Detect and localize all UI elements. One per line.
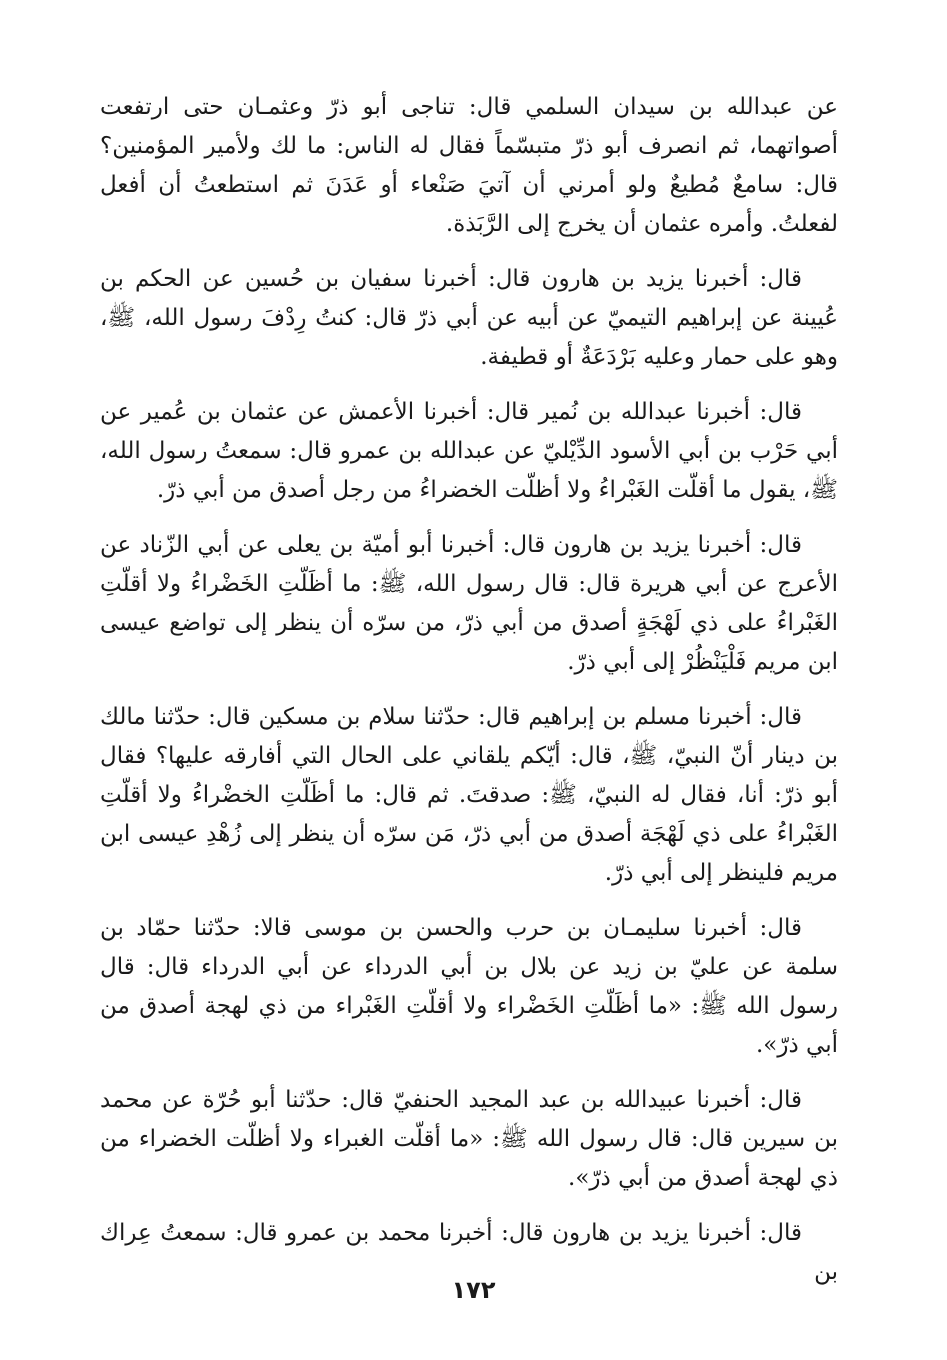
page-number: ١٧٢ (451, 1276, 496, 1304)
body-text (100, 88, 838, 1308)
paragraph-7: قال: أخبرنا عبيدالله بن عبد المجيد الحنفيّ قال: حدّثنا أبو حُرّة عن محمد بن سيرين قال: قال رسول الله ﷺ: «ما أقلّت الغبراء ولا أظلّت الخضراء من ذي لهجة أصدق من أبي ذرّ». (100, 1087, 838, 1191)
paragraph-4: قال: أخبرنا يزيد بن هارون قال: أخبرنا أبو أميّة بن يعلى عن أبي الزّناد عن الأعرج عن أبي هريرة قال: قال رسول الله، ﷺ: ما أظَلّتِ الخَضْراءُ ولا أقلّتِ الغَبْراءُ على ذي لَهْجَةٍ أصدق من أبي ذرّ، من سرّه أن ينظر إلى تواضع عيسى ابن مريم فَلْيَنْظُرْ إلى أبي ذرّ. (100, 532, 838, 675)
paragraph-5: قال: أخبرنا مسلم بن إبراهيم قال: حدّثنا سلام بن مسكين قال: حدّثنا مالك بن دينار أنّ النبيّ، ﷺ، قال: أيّكم يلقاني على الحال التي أفارقه عليها؟ فقال أبو ذرّ: أنا، فقال له النبيّ، ﷺ: صدقتَ. ثم قال: ما أظَلّتِ الخضْراءُ ولا أقلّتِ الغَبْراءُ على ذي لَهْجَة أصدق من أبي ذرّ، مَن سرّه أن ينظر إلى زُهْدِ عيسى ابن مريم فلينظر إلى أبي ذرّ. (100, 704, 838, 886)
paragraph-1: عن عبدالله بن سيدان السلمي قال: تناجى أبو ذرّ وعثمـان حتى ارتفعت أصواتهما، ثم انصرف أبو ذرّ متبسّماً فقال له الناس: ما لك ولأمير المؤمنين؟ قال: سامعٌ مُطيعٌ ولو أمرني أن آتيَ صَنْعاء أو عَدَنَ ثم استطعتُ أن أفعل لفعلتُ. وأمره عثمان أن يخرج إلى الرَّبَذة. (100, 94, 838, 237)
paragraph-8: قال: أخبرنا يزيد بن هارون قال: أخبرنا محمد بن عمرو قال: سمعتُ عِراك بن (100, 1220, 838, 1285)
paragraph-3: قال: أخبرنا عبدالله بن نُمير قال: أخبرنا الأعمش عن عثمان بن عُمير عن أبي حَرْب بن أبي الأسود الدِّيْليّ عن عبدالله بن عمرو قال: سمعتُ رسول الله، ﷺ، يقول ما أقلّت الغَبْراءُ ولا أظلّت الخضراءُ من رجل أصدق من أبي ذرّ. (100, 399, 838, 503)
paragraph-2: قال: أخبرنا يزيد بن هارون قال: أخبرنا سفيان بن حُسين عن الحكم بن عُيينة عن إبراهيم التيميّ عن أبيه عن أبي ذرّ قال: كنتُ رِدْفَ رسول الله، ﷺ، وهو على حمار وعليه بَرْدَعَةٌ أو قطيفة. (100, 266, 838, 370)
paragraph-6: قال: أخبرنا سليمـان بن حرب والحسن بن موسى قالا: حدّثنا حمّاد بن سلمة عن عليّ بن زيد عن بلال بن أبي الدرداء عن أبي الدرداء قال: قال رسول الله ﷺ: «ما أظَلّتِ الخَضْراء ولا أقلّتِ الغَبْراء من ذي لهجة أصدق من أبي ذرّ». (100, 915, 838, 1058)
